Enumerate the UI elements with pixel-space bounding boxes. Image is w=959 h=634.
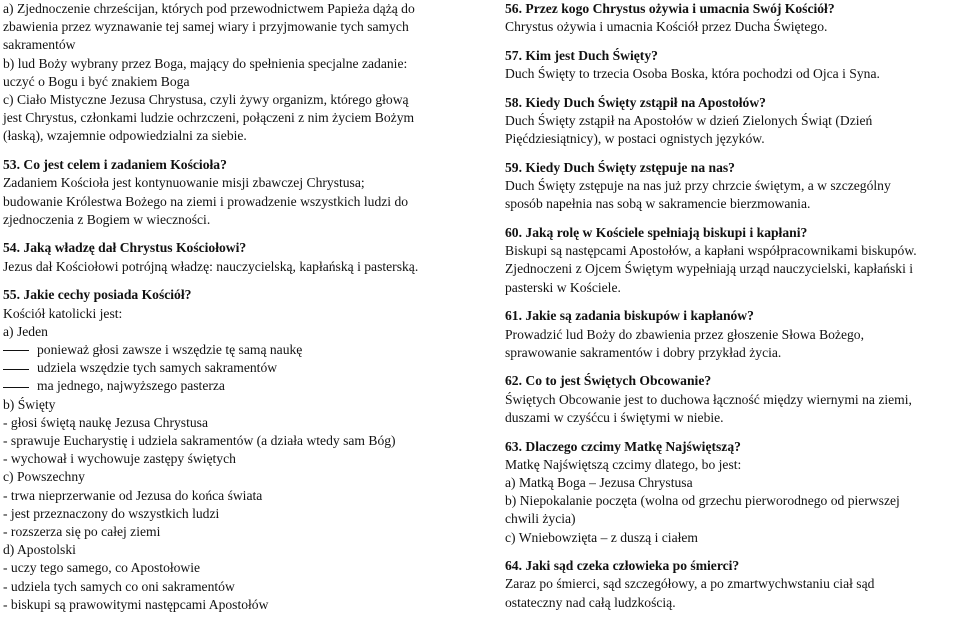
answer-line: Pięćdziesiątnicy), w postaci ognistych języków.	[505, 131, 765, 147]
attribute-line	[3, 432, 481, 450]
attribute-text: - uczy tego samego, co Apostołowie	[3, 560, 201, 576]
intro-line: jest Chrystus, członkami ludzie ochrzczeni, połączeni z nim życiem Bożym	[3, 110, 415, 126]
attribute-line	[3, 523, 481, 541]
question-heading: 57. Kim jest Duch Święty?	[505, 47, 658, 63]
answer-line: Duch Święty zstąpił na Apostołów w dzień Zielonych Świąt (Dzień	[505, 113, 873, 129]
intro-line: (łaską), wzajemnie odpowiedzialni za siebie.	[3, 128, 247, 144]
intro-line: sakramentów	[3, 37, 76, 53]
intro-section	[3, 0, 481, 146]
question-section	[505, 159, 957, 214]
question-heading: 54. Jaką władzę dał Chrystus Kościołowi?	[3, 240, 247, 256]
attribute-line	[3, 396, 481, 414]
attribute-line	[3, 596, 481, 614]
attribute-line	[3, 505, 481, 523]
question-heading: 58. Kiedy Duch Święty zstąpił na Apostołów?	[505, 94, 766, 110]
answer-line: Jezus dał Kościołowi potrójną władzę: nauczycielską, kapłańską i pasterską.	[3, 258, 419, 274]
answer-line: Matkę Najświętszą czcimy dlatego, bo jest:	[505, 456, 742, 472]
answer-line: a) Matką Boga – Jezusa Chrystusa	[505, 474, 693, 490]
attribute-text: d) Apostolski	[3, 542, 76, 558]
question-section	[505, 372, 957, 427]
answer-line: Prowadzić lud Boży do zbawienia przez głoszenie Słowa Bożego,	[505, 326, 864, 342]
attribute-line	[3, 359, 481, 377]
answer-line: Zjednoczeni z Ojcem Świętym wypełniają urząd nauczycielski, kapłański i	[505, 261, 914, 277]
intro-line: c) Ciało Mistyczne Jezusa Chrystusa, czyli żywy organizm, którego głową	[3, 92, 409, 108]
attribute-text: - trwa nieprzerwanie od Jezusa do końca świata	[3, 487, 263, 503]
attribute-text: - udziela tych samych co oni sakramentów	[3, 578, 235, 594]
church-attributes-list	[3, 305, 481, 614]
attribute-line	[3, 323, 481, 341]
question-section	[505, 47, 957, 83]
answer-line: Świętych Obcowanie jest to duchowa łączność między wiernymi na ziemi,	[505, 391, 912, 407]
attribute-text: - biskupi są prawowitymi następcami Apostołów	[3, 596, 269, 612]
answer-line: Zadaniem Kościoła jest kontynuowanie misji zbawczej Chrystusa;	[3, 175, 365, 191]
question-heading: 56. Przez kogo Chrystus ożywia i umacnia Swój Kościół?	[505, 1, 835, 16]
attribute-text: c) Powszechny	[3, 469, 85, 485]
question-heading: 60. Jaką rolę w Kościele spełniają biskupi i kapłani?	[505, 225, 808, 241]
right-column	[505, 0, 957, 622]
intro-line: uczyć o Bogu i być znakiem Boga	[3, 73, 190, 89]
intro-line: b) lud Boży wybrany przez Boga, mający do spełnienia specjalne zadanie:	[3, 55, 408, 71]
attribute-line	[3, 468, 481, 486]
answer-line: b) Niepokalanie poczęta (wolna od grzechu pierworodnego od pierwszej	[505, 493, 900, 509]
question-section	[505, 94, 957, 149]
answer-line: Zaraz po śmierci, sąd szczegółowy, a po zmartwychwstaniu ciał sąd	[505, 576, 875, 592]
attribute-text: ma jednego, najwyższego pasterza	[37, 378, 225, 394]
attribute-text: ponieważ głosi zawsze i wszędzie tę samą naukę	[37, 341, 303, 357]
attribute-text: udziela wszędzie tych samych sakramentów	[37, 360, 278, 376]
attribute-line	[3, 578, 481, 596]
attribute-text: - jest przeznaczony do wszystkich ludzi	[3, 505, 220, 521]
dash-marker	[3, 387, 29, 388]
intro-line: zbawienia przez wyznawanie tej samej wiary i przyjmowanie tych samych	[3, 19, 409, 35]
question-54	[3, 239, 481, 275]
answer-line: Chrystus ożywia i umacnia Kościół przez Ducha Świętego.	[505, 19, 828, 35]
attribute-text: - wychował i wychowuje zastępy świętych	[3, 451, 236, 467]
answer-line: duszami w czyśćcu i świętymi w niebie.	[505, 409, 724, 425]
intro-line: a) Zjednoczenie chrześcijan, których pod przewodnictwem Papieża dążą do	[3, 1, 415, 16]
answer-line: sposób napełnia nas sobą w sakramencie bierzmowania.	[505, 196, 811, 212]
answer-line: pasterski w Kościele.	[505, 279, 621, 295]
answer-line: zjednoczenia z Bogiem w wieczności.	[3, 211, 211, 227]
attribute-line	[3, 450, 481, 468]
attribute-text: a) Jeden	[3, 323, 48, 339]
question-section	[505, 557, 957, 612]
question-heading: 62. Co to jest Świętych Obcowanie?	[505, 373, 712, 389]
question-heading: 59. Kiedy Duch Święty zstępuje na nas?	[505, 159, 735, 175]
attribute-line	[3, 341, 481, 359]
question-heading: 55. Jakie cechy posiada Kościół?	[3, 287, 192, 303]
answer-line: Duch Święty to trzecia Osoba Boska, która pochodzi od Ojca i Syna.	[505, 66, 880, 82]
attribute-line	[3, 559, 481, 577]
dash-marker	[3, 350, 29, 351]
question-heading: 64. Jaki sąd czeka człowieka po śmierci?	[505, 558, 740, 574]
attribute-text: - głosi świętą naukę Jezusa Chrystusa	[3, 414, 208, 430]
answer-line: sprawowanie sakramentów i dobry przykład życia.	[505, 344, 782, 360]
question-section	[505, 438, 957, 547]
question-heading: 53. Co jest celem i zadaniem Kościoła?	[3, 157, 227, 173]
question-heading: 61. Jakie są zadania biskupów i kapłanów?	[505, 308, 754, 324]
question-53	[3, 156, 481, 229]
attribute-line	[3, 377, 481, 395]
question-55	[3, 286, 481, 614]
answer-line: c) Wniebowzięta – z duszą i ciałem	[505, 529, 698, 545]
question-section	[505, 0, 957, 36]
attribute-text: - rozszerza się po całej ziemi	[3, 523, 161, 539]
question-heading: 63. Dlaczego czcimy Matkę Najświętszą?	[505, 438, 741, 454]
attribute-line	[3, 305, 481, 323]
answer-line: ostateczny nad całą ludzkością.	[505, 594, 676, 610]
attribute-line	[3, 541, 481, 559]
attribute-line	[3, 487, 481, 505]
left-column	[3, 0, 481, 625]
attribute-text: Kościół katolicki jest:	[3, 305, 123, 321]
attribute-text: - sprawuje Eucharystię i udziela sakramentów (a działa wtedy sam Bóg)	[3, 432, 396, 448]
question-section	[505, 307, 957, 362]
answer-line: Biskupi są następcami Apostołów, a kapłani współpracownikami biskupów.	[505, 243, 917, 259]
attribute-text: b) Święty	[3, 396, 56, 412]
dash-marker	[3, 369, 29, 370]
answer-line: Duch Święty zstępuje na nas już przy chrzcie świętym, a w szczególny	[505, 178, 891, 194]
answer-line: budowanie Królestwa Bożego na ziemi i prowadzenie wszystkich ludzi do	[3, 193, 409, 209]
question-section	[505, 224, 957, 297]
attribute-line	[3, 414, 481, 432]
answer-line: chwili życia)	[505, 511, 576, 527]
